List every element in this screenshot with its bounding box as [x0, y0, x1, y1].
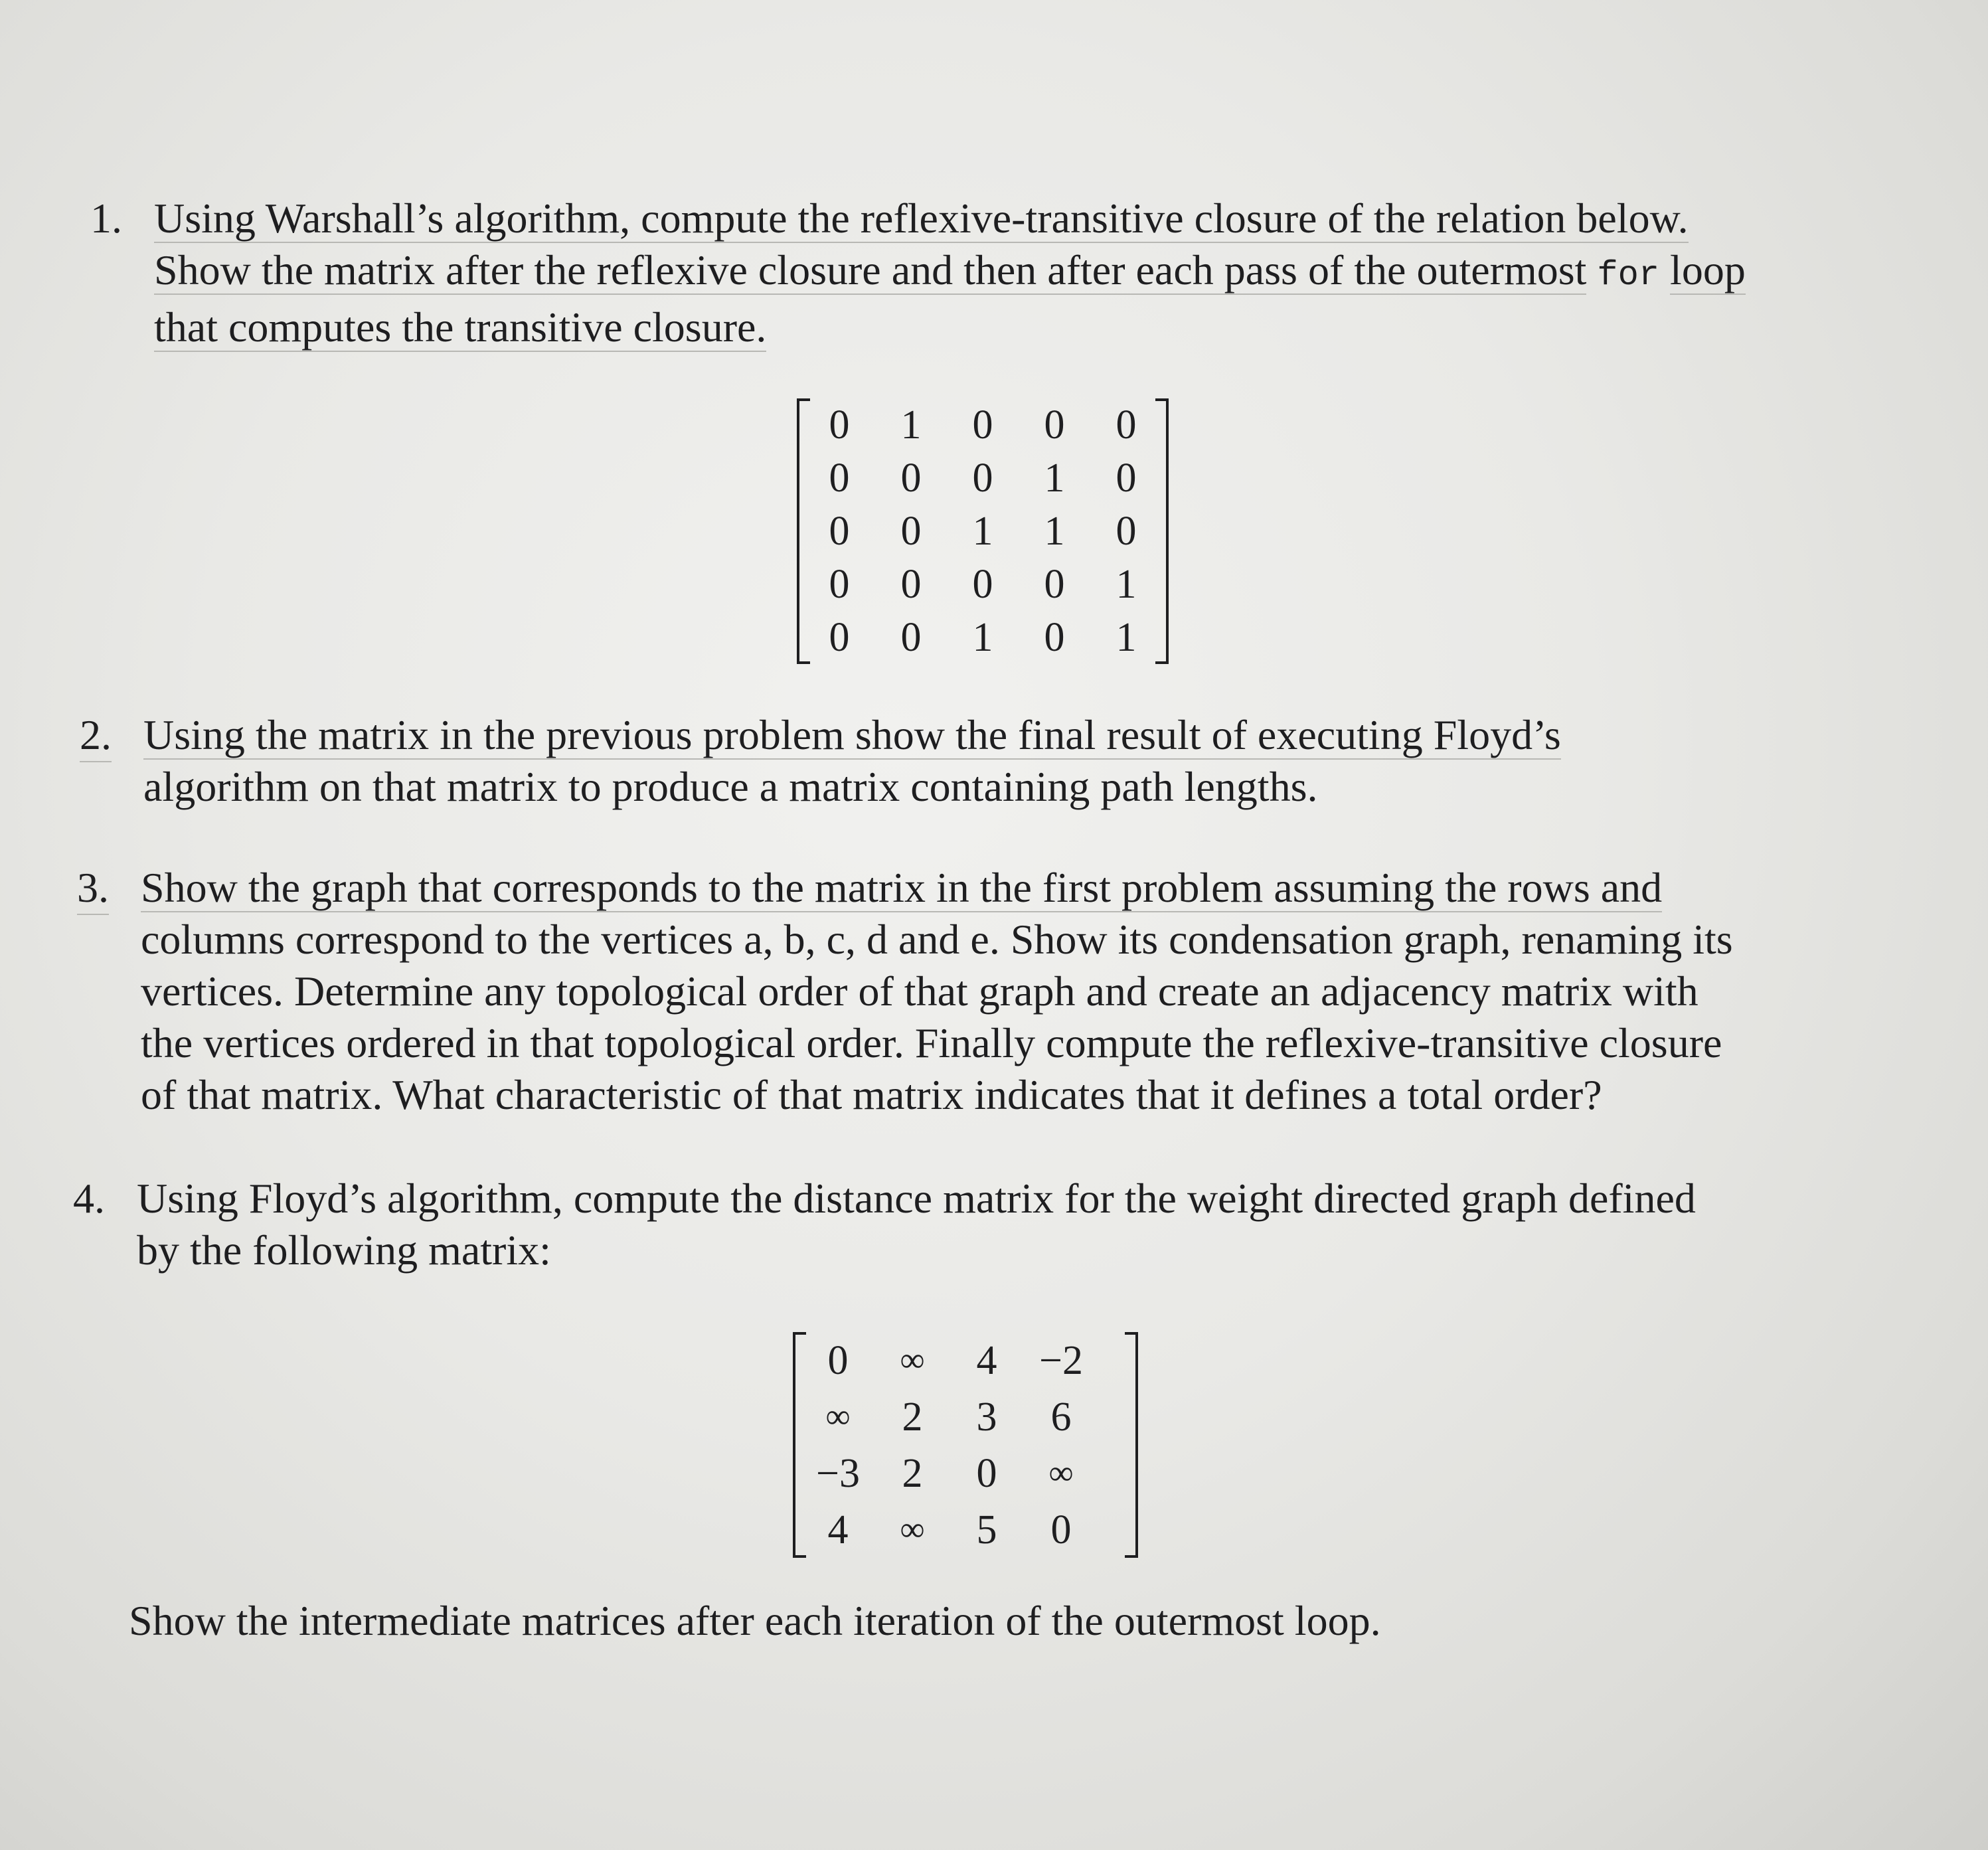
matrix-row — [803, 611, 1162, 664]
problem-1-number: 1. — [90, 195, 122, 242]
matrix-cell: 0 — [900, 562, 922, 607]
matrix-cell: 0 — [829, 562, 850, 607]
matrix-cell: 6 — [1050, 1394, 1072, 1440]
problem-3-line-5: of that matrix. What characteristic of that matrix indicates that it defines a total order? — [141, 1071, 1602, 1118]
matrix-cell: 1 — [1116, 562, 1137, 607]
matrix-cell: 3 — [976, 1394, 997, 1440]
matrix-cell: 0 — [1044, 615, 1065, 660]
problem-2-line-1: Using the matrix in the previous problem show the final result of executing Floyd’s — [143, 711, 1561, 758]
matrix-cell: 0 — [829, 509, 850, 554]
problem-1-line-2: Show the matrix after the reflexive closure and then after each pass of the outermost for loop — [154, 246, 1746, 295]
matrix-cell: 0 — [972, 456, 993, 501]
matrix-cell: 0 — [827, 1337, 849, 1383]
matrix-row — [803, 452, 1162, 505]
problem-4-number: 4. — [73, 1175, 105, 1222]
matrix-cell: 0 — [972, 562, 993, 607]
matrix-row — [803, 505, 1162, 558]
problem-1-line-3: that computes the transitive closure. — [154, 303, 767, 351]
matrix-cell: 2 — [902, 1450, 923, 1496]
problem-2-line-2: algorithm on that matrix to produce a matrix containing path lengths. — [143, 763, 1318, 810]
matrix-cell: 0 — [900, 509, 922, 554]
code-for: for — [1597, 256, 1660, 295]
matrix-cell: 0 — [1116, 456, 1137, 501]
matrix-cell: 0 — [976, 1450, 997, 1496]
problem-4 — [73, 1173, 1930, 1276]
matrix-cell: 0 — [829, 615, 850, 660]
matrix-cell: 0 — [1044, 402, 1065, 448]
matrix-right-bracket — [1125, 1332, 1138, 1558]
matrix-cell: −3 — [816, 1450, 860, 1496]
problem-3-line-2: columns correspond to the vertices a, b, c, d and e. Show its condensation graph, renaming its — [141, 916, 1733, 963]
matrix-row — [803, 558, 1162, 611]
matrix-row — [803, 398, 1162, 452]
matrix-cell: 0 — [1116, 509, 1137, 554]
matrix-cell: 0 — [900, 456, 922, 501]
matrix-cell: ∞ — [900, 1510, 925, 1549]
problem-3-number: 3. — [77, 862, 109, 915]
matrix-cell: 0 — [972, 402, 993, 448]
problem-3 — [77, 862, 1934, 1121]
matrix-cell: ∞ — [900, 1341, 925, 1379]
matrix-cell: 0 — [1116, 402, 1137, 448]
problem-1 — [90, 193, 1880, 353]
matrix-cell: 4 — [976, 1337, 997, 1383]
matrix-cell: ∞ — [1048, 1454, 1074, 1492]
matrix-cell: 2 — [902, 1394, 923, 1440]
matrix-cell: 5 — [976, 1507, 997, 1553]
matrix-row — [801, 1388, 1098, 1445]
problem-3-line-1: Show the graph that corresponds to the matrix in the first problem assuming the rows and — [141, 864, 1663, 911]
matrix-row — [801, 1445, 1098, 1501]
matrix-cell: 1 — [1044, 509, 1065, 554]
matrix-cell: 1 — [972, 615, 993, 660]
problem-1-line-1: Using Warshall’s algorithm, compute the reflexive-transitive closure of the relation below. — [154, 195, 1689, 242]
matrix-cell: 1 — [900, 402, 922, 448]
problem-2-number: 2. — [80, 709, 112, 762]
matrix-cell: 0 — [1044, 562, 1065, 607]
matrix-cell: 0 — [1050, 1507, 1072, 1553]
problem-3-line-4: the vertices ordered in that topological order. Finally compute the reflexive-transitive closure — [141, 1019, 1722, 1066]
problem-2 — [80, 709, 1870, 813]
problem-4-line-2: by the following matrix: — [137, 1226, 551, 1274]
weight-matrix — [793, 1332, 1138, 1558]
matrix-cell: 0 — [829, 402, 850, 448]
matrix-row — [801, 1332, 1098, 1388]
problem-3-line-3: vertices. Determine any topological order of that graph and create an adjacency matrix with — [141, 967, 1698, 1015]
problem-4-footer: Show the intermediate matrices after each iteration of the outermost loop. — [129, 1597, 1381, 1644]
matrix-cell: 4 — [827, 1507, 849, 1553]
matrix-cell: 0 — [829, 456, 850, 501]
matrix-cell: 1 — [972, 509, 993, 554]
matrix-row — [801, 1501, 1098, 1558]
matrix-cell: −2 — [1039, 1337, 1083, 1383]
matrix-cell: 1 — [1044, 456, 1065, 501]
relation-matrix — [797, 398, 1169, 664]
matrix-cell: 1 — [1116, 615, 1137, 660]
matrix-cell: 0 — [900, 615, 922, 660]
problem-4-line-1: Using Floyd’s algorithm, compute the distance matrix for the weight directed graph defined — [137, 1175, 1696, 1222]
matrix-cell: ∞ — [825, 1397, 851, 1436]
